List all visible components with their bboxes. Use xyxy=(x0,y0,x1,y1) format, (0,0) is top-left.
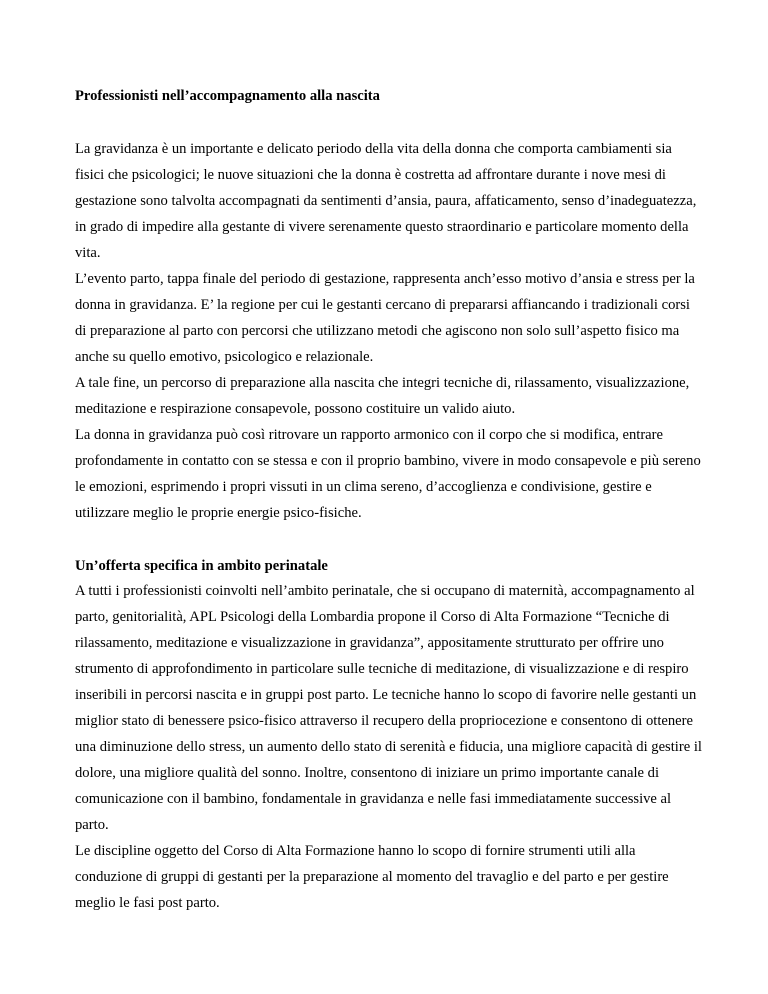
section-title-offerta: Un’offerta specifica in ambito perinatale xyxy=(75,558,328,574)
paragraph: La gravidanza è un importante e delicato periodo della vita della donna che comporta cambiamenti sia fisici che psicologici; le nuove situazioni che la donna è costretta ad affrontare durante i nove mesi di gestazione sono talvolta accompagnati da sentimenti d’ansia, paura, affaticamento, senso d’inadeguatezza, in grado di impedire alla gestante di vivere serenamente questo straordinario e particolare momento della vita. xyxy=(75,141,697,261)
section-title-professionisti: Professionisti nell’accompagnamento alla nascita xyxy=(75,88,380,104)
document-page xyxy=(75,84,703,916)
paragraph: La donna in gravidanza può così ritrovare un rapporto armonico con il corpo che si modifica, entrare profondamente in contatto con se stessa e con il proprio bambino, vivere in modo consapevole e più sereno le emozioni, esprimendo i propri vissuti in un clima sereno, d’accoglienza e condivisione, gestire e utilizzare meglio le proprie energie psico-fisiche. xyxy=(75,427,701,521)
spacer xyxy=(75,108,703,136)
spacer xyxy=(75,526,703,554)
paragraph: A tale fine, un percorso di preparazione alla nascita che integri tecniche di, rilassamento, visualizzazione, meditazione e respirazione consapevole, possono costituire un valido aiuto. xyxy=(75,375,690,417)
paragraph: L’evento parto, tappa finale del periodo di gestazione, rappresenta anch’esso motivo d’ansia e stress per la donna in gravidanza. E’ la regione per cui le gestanti cercano di prepararsi affiancando i tradizionali corsi di preparazione al parto con percorsi che utilizzano metodi che agiscono non solo sull’aspetto fisico ma anche su quello emotivo, psicologico e relazionale. xyxy=(75,271,695,365)
paragraph: Le discipline oggetto del Corso di Alta Formazione hanno lo scopo di fornire strumenti utili alla conduzione di gruppi di gestanti per la preparazione al momento del travaglio e del parto e per gestire meglio le fasi post parto. xyxy=(75,843,669,911)
paragraph: A tutti i professionisti coinvolti nell’ambito perinatale, che si occupano di maternità, accompagnamento al parto, genitorialità, APL Psicologi della Lombardia propone il Corso di Alta Formazione “Tecniche di rilassamento, meditazione e visualizzazione in gravidanza”, appositamente strutturato per offrire uno strumento di approfondimento in particolare sulle tecniche di meditazione, di visualizzazione e di respiro inseribili in percorsi nascita e in gruppi post parto. Le tecniche hanno lo scopo di favorire nelle gestanti un miglior stato di benessere psico-fisico attraverso il recupero della propriocezione e consentono di ottenere una diminuzione dello stress, un aumento dello stato di serenità e fiducia, una migliore capacità di gestire il dolore, una migliore qualità del sonno. Inoltre, consentono di iniziare un primo importante canale di comunicazione con il bambino, fondamentale in gravidanza e nelle fasi immediatamente successive al parto. xyxy=(75,583,702,833)
